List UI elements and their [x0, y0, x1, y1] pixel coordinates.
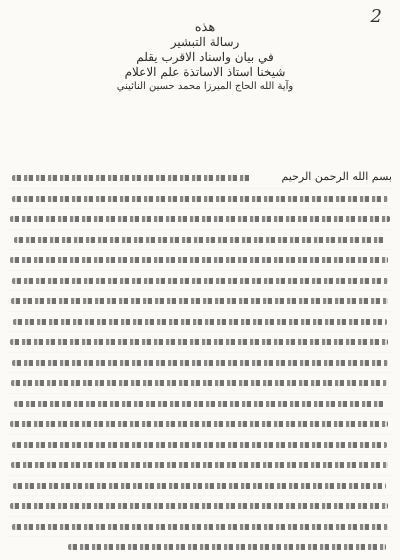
heading-line: وآية الله الحاج الميرزا محمد حسين النائيني — [116, 81, 294, 92]
body-line — [8, 271, 392, 292]
handwriting-stroke — [12, 360, 388, 366]
handwriting-stroke — [10, 421, 388, 427]
heading-line: رسالة التبشير — [170, 35, 240, 49]
handwriting-stroke — [11, 380, 387, 386]
handwriting-stroke — [10, 257, 388, 263]
body-line — [8, 394, 392, 415]
handwriting-stroke — [12, 442, 387, 448]
body-line — [8, 476, 392, 497]
body-line — [8, 455, 392, 476]
handwriting-stroke — [14, 401, 386, 407]
handwriting-stroke — [12, 175, 252, 181]
handwriting-stroke — [12, 524, 388, 530]
handwriting-stroke — [14, 237, 386, 243]
body-line — [8, 414, 392, 435]
body-line — [8, 189, 392, 210]
manuscript-body — [8, 168, 392, 554]
page-number: 2 — [370, 6, 382, 27]
heading-line: شيخنا استاذ الاساتذة علم الاعلام — [124, 65, 286, 79]
body-line — [8, 496, 392, 517]
body-opening: بسم الله الرحمن الرحيم — [281, 170, 392, 183]
body-line — [8, 537, 392, 554]
handwriting-stroke — [68, 544, 386, 550]
body-line — [8, 373, 392, 394]
handwriting-stroke — [12, 278, 388, 284]
body-line — [8, 168, 392, 189]
body-line — [8, 291, 392, 312]
body-line — [8, 209, 392, 230]
handwriting-stroke — [10, 339, 388, 345]
heading-block — [60, 20, 350, 94]
body-line — [8, 230, 392, 251]
body-line — [8, 312, 392, 333]
body-line — [8, 250, 392, 271]
handwriting-stroke — [13, 483, 386, 489]
body-line — [8, 332, 392, 353]
heading-line: في بيان واسناد الاقرب يقلم — [136, 50, 274, 64]
handwriting-stroke — [10, 503, 388, 509]
body-line — [8, 517, 392, 538]
handwriting-stroke — [11, 298, 388, 304]
handwriting-stroke — [13, 319, 387, 325]
handwriting-stroke — [10, 216, 390, 222]
body-line — [8, 353, 392, 374]
heading-title: هذه — [194, 20, 216, 35]
body-line — [8, 435, 392, 456]
handwriting-stroke — [11, 462, 388, 468]
handwriting-stroke — [12, 196, 388, 202]
